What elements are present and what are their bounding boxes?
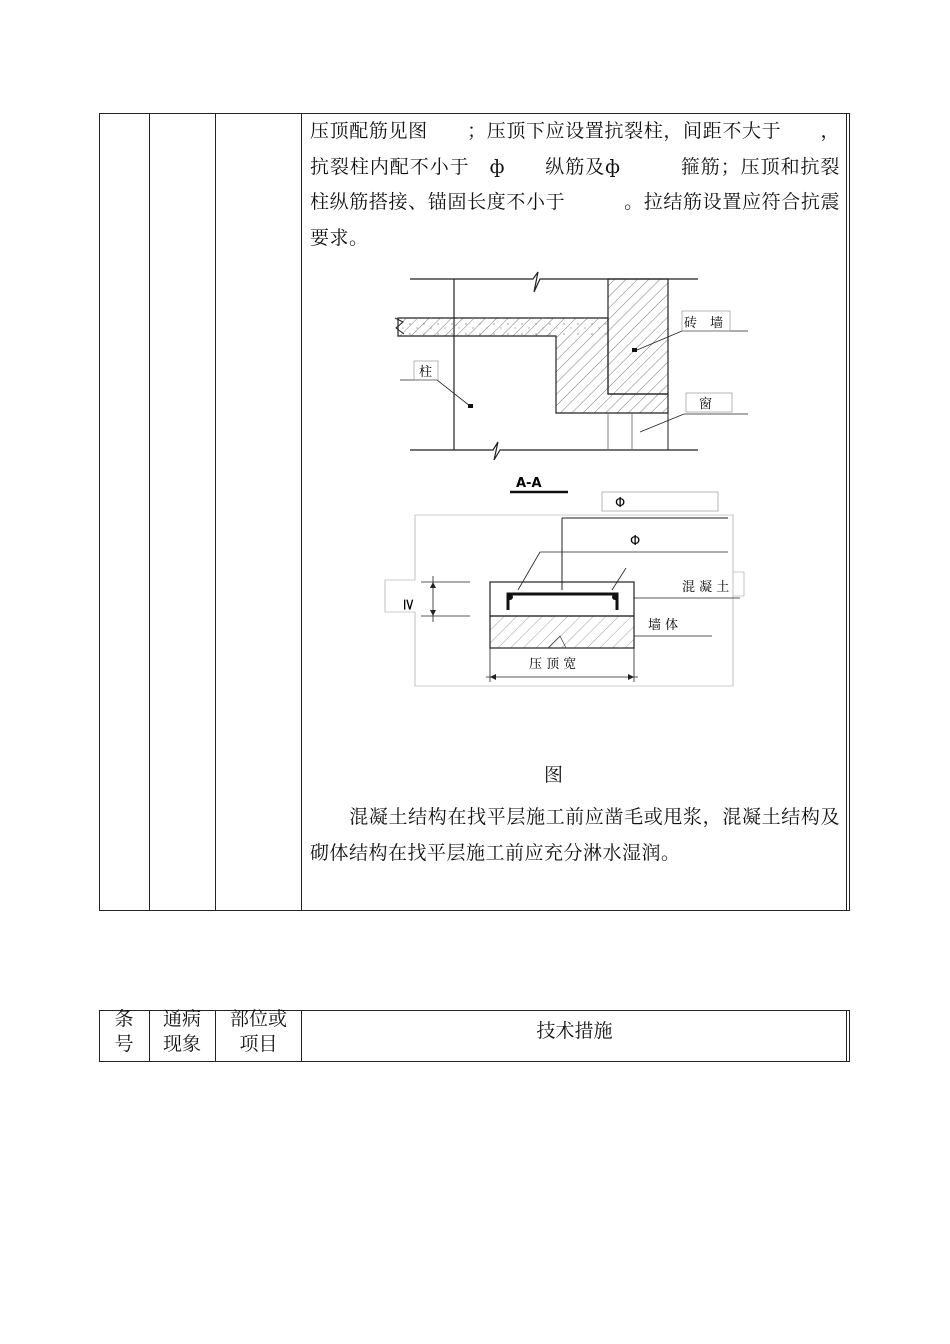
leveling-layer-paragraph: 混凝土结构在找平层施工前应凿毛或甩浆，混凝土结构及砌体结构在找平层施工前应充分淋水湿润。 [310,806,840,864]
header-technical-measures: 技术措施 [536,1020,613,1042]
column-divider [215,114,216,910]
coping-width-label: 压 顶 宽 [529,657,577,672]
coping-section-diagram [380,265,760,495]
column-divider [149,114,150,910]
header-item-number-line2: 号 [114,1033,134,1055]
section-label: A-A [516,476,542,491]
technical-measures-paragraph: 压顶配筋见图 ；压顶下应设置抗裂柱，间距不大于 ，抗裂柱内配不小于 ф 纵筋及ф 箍筋；压顶和抗裂柱纵筋搭接、锚固长度不小于 。拉结筋设置应符合抗震要求。 [310,120,840,249]
header-location-line2: 项目 [239,1033,278,1055]
column-label: 柱 [419,365,433,380]
header-defect [150,1007,214,1057]
figure-caption: 图 [544,764,564,786]
right-border-inner [846,114,847,910]
concrete-label: 混 凝 土 [682,580,730,595]
header-item-number-line1: 条 [114,1008,134,1030]
brick-wall-label: 砖 墙 [684,316,724,331]
phi-label-top: Φ [615,496,626,511]
min-height-symbol: ≥ [400,598,419,612]
phi-label-mid: Φ [630,534,641,549]
coping-cross-section-diagram [380,488,760,698]
wall-label: 墙 体 [648,618,679,633]
header-defect-line2: 现象 [162,1033,201,1055]
window-label: 窗 [699,397,713,412]
column-divider [301,114,302,910]
header-defect-line1: 通病 [162,1008,201,1030]
header-location-line1: 部位或 [229,1008,287,1030]
header-location [216,1007,301,1057]
header-item-number [100,1007,148,1057]
